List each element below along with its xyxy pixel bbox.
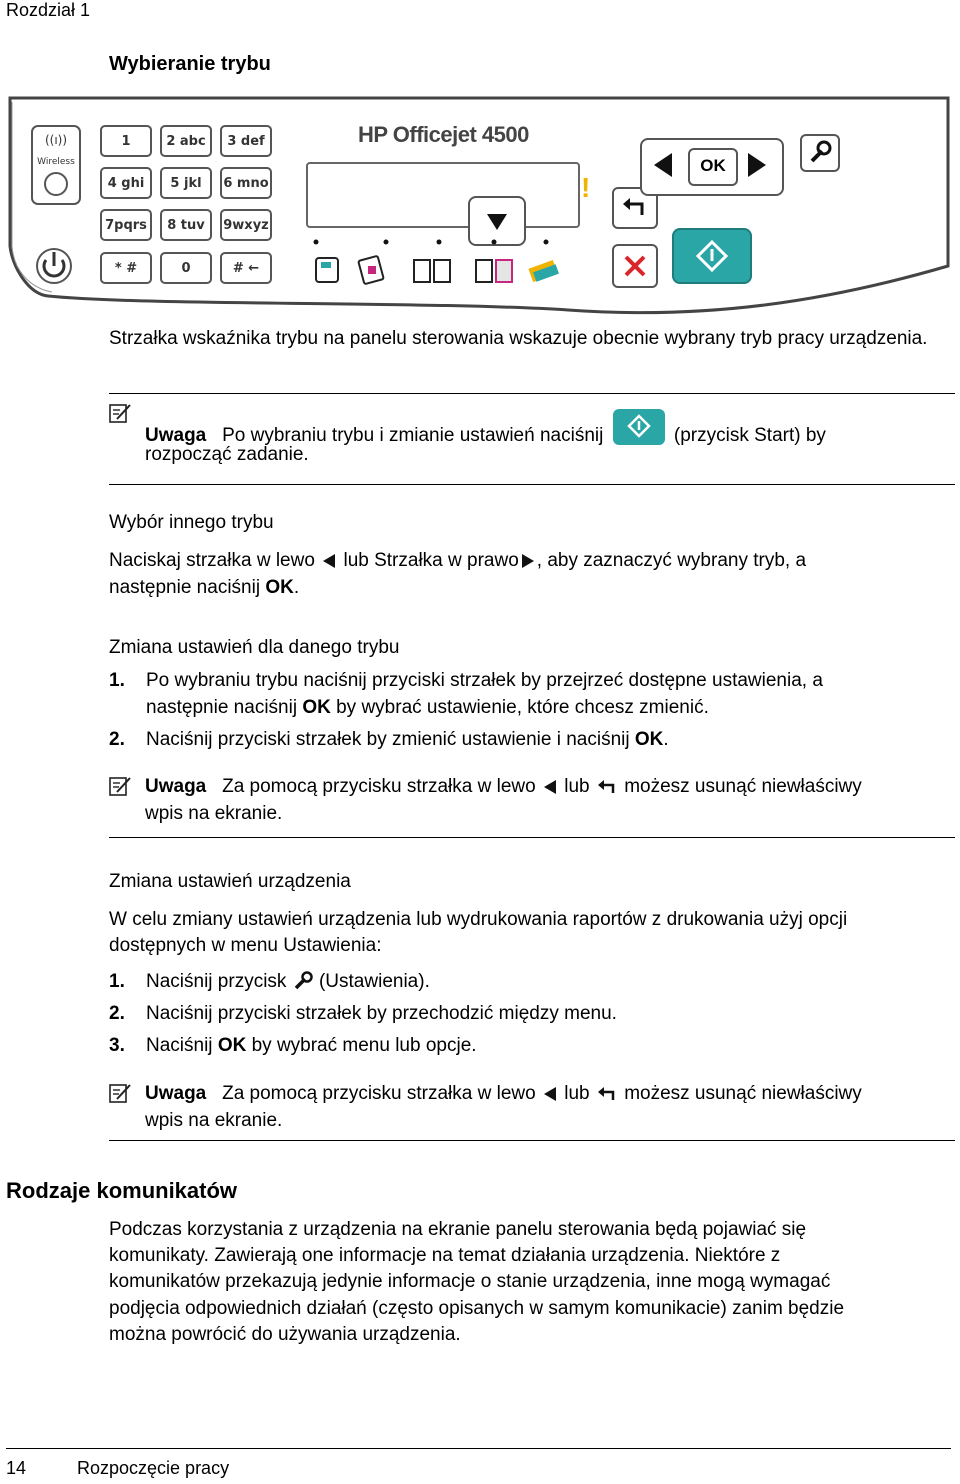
step-number: 2. — [109, 1003, 125, 1024]
note3-line2: wpis na ekranie. — [145, 1110, 283, 1131]
messages-title: Rodzaje komunikatów — [6, 1178, 238, 1203]
start-button[interactable] — [672, 228, 752, 284]
back-arrow-inline-icon — [595, 778, 619, 796]
cancel-button[interactable] — [612, 244, 658, 288]
chapter-header: Rozdział 1 — [6, 0, 91, 20]
change-step1-line1: Po wybraniu trybu naciśnij przyciski strzałek by przejrzeć dostępne ustawienia, a — [146, 670, 823, 691]
keypad-key-5[interactable]: 5 jkl — [160, 167, 212, 199]
change-settings-title: Zmiana ustawień dla danego trybu — [109, 637, 400, 658]
keypad-key-4[interactable]: 4 ghi — [100, 167, 152, 199]
left-arrow-icon — [648, 148, 678, 182]
messages-line: komunikaty. Zawierają one informacje na temat działania urządzenia. Niektóre z — [109, 1245, 781, 1266]
start-button-inline-icon — [613, 409, 665, 445]
right-arrow-button[interactable] — [742, 148, 772, 182]
messages-line: komunikatów przekazują jedynie informacje o stanie urządzenia, inne mogą wymagać — [109, 1271, 831, 1292]
fax-mode-icon — [316, 258, 338, 282]
start-diamond-icon — [674, 230, 750, 282]
photo-mode-icon — [528, 260, 559, 282]
copy-mode-icon — [414, 260, 450, 282]
keypad-key-8[interactable]: 8 tuv — [160, 209, 212, 241]
keypad-key-hash[interactable]: # ← — [220, 252, 272, 284]
footer-section: Rozpoczęcie pracy — [77, 1458, 230, 1478]
change-step2: Naciśnij przyciski strzałek by zmienić ustawienie i naciśnij OK. — [146, 729, 669, 750]
page-number: 14 — [6, 1458, 27, 1478]
section-title-mode-select: Wybieranie trybu — [109, 53, 271, 75]
keypad-key-0[interactable]: 0 — [160, 252, 212, 284]
note-rule-bottom — [109, 1140, 955, 1141]
note-label: Uwaga — [145, 425, 207, 446]
ok-button[interactable] — [688, 148, 738, 186]
keypad-key-star[interactable]: * # — [100, 252, 152, 284]
note-pencil-icon — [108, 1082, 132, 1104]
mode-arrow-paragraph: Strzałka wskaźnika trybu na panelu sterowania wskazuje obecnie wybrany tryb pracy urządzenia. — [109, 328, 928, 349]
keypad-key-9[interactable]: 9wxyz — [220, 209, 272, 241]
scan-mode-icon — [358, 256, 384, 284]
back-arrow-inline-icon — [595, 1085, 619, 1103]
wrench-icon — [802, 136, 838, 170]
device-step3: Naciśnij OK by wybrać menu lub opcje. — [146, 1035, 477, 1056]
device-intro-line2: dostępnych w menu Ustawienia: — [109, 935, 382, 956]
note-rule-bottom — [109, 837, 955, 838]
note-start-line2: rozpocząć zadanie. — [145, 444, 309, 465]
keypad-key-3[interactable]: 3 def — [220, 125, 272, 157]
messages-line: można powrócić do używania urządzenia. — [109, 1324, 461, 1345]
mode-icons-row — [306, 234, 576, 290]
device-settings-title: Zmiana ustawień urządzenia — [109, 871, 351, 892]
select-mode-title: Wybór innego trybu — [109, 512, 274, 533]
note-rule-top — [109, 393, 955, 394]
right-arrow-inline-icon — [519, 552, 537, 570]
keypad-key-1[interactable]: 1 — [100, 125, 152, 157]
cancel-x-icon — [614, 246, 656, 286]
left-arrow-inline-icon — [320, 552, 338, 570]
warning-icon: ! — [581, 172, 591, 203]
left-arrow-inline-icon — [541, 778, 559, 796]
device-step2: Naciśnij przyciski strzałek by przechodzić między menu. — [146, 1003, 617, 1024]
wrench-inline-icon — [292, 971, 314, 991]
step-number: 1. — [109, 971, 125, 992]
keypad-key-7[interactable]: 7pqrs — [100, 209, 152, 241]
right-arrow-icon — [742, 148, 772, 182]
select-mode-line1: Naciskaj strzałka w lewo lub Strzałka w prawo , aby zaznaczyć wybrany tryb, a — [109, 550, 807, 571]
step-number: 1. — [109, 670, 125, 691]
color-copy-mode-icon — [476, 260, 512, 282]
svg-text:((ı)): ((ı)) — [44, 133, 68, 147]
step-number: 2. — [109, 729, 125, 750]
display-screen — [306, 162, 580, 228]
step-number: 3. — [109, 1035, 125, 1056]
note-text: Po wybraniu trybu i zmianie ustawień naciśnij — [222, 425, 604, 446]
wireless-label: Wireless — [37, 157, 75, 167]
keypad-key-6[interactable]: 6 mno — [220, 167, 272, 199]
device-step1: Naciśnij przycisk (Ustawienia). — [146, 971, 430, 992]
left-arrow-button[interactable] — [648, 148, 678, 182]
brand-label: HP Officejet 4500 — [358, 122, 529, 147]
note3-line1: Uwaga Za pomocą przycisku strzałka w lewo lub możesz usunąć niewłaściwy — [145, 1083, 862, 1104]
left-arrow-inline-icon — [541, 1085, 559, 1103]
footer-rule — [6, 1448, 951, 1449]
change-step1-line2: następnie naciśnij OK by wybrać ustawienie, które chcesz zmienić. — [146, 697, 709, 718]
device-intro-line1: W celu zmiany ustawień urządzenia lub wydrukowania raportów z drukowania użyj opcji — [109, 909, 848, 930]
note2-line2: wpis na ekranie. — [145, 803, 283, 824]
note2-line1: Uwaga Za pomocą przycisku strzałka w lewo lub możesz usunąć niewłaściwy — [145, 776, 862, 797]
ok-label: OK — [700, 156, 726, 175]
select-mode-line2: następnie naciśnij OK. — [109, 577, 300, 598]
keypad-key-2[interactable]: 2 abc — [160, 125, 212, 157]
messages-line: Podczas korzystania z urządzenia na ekranie panelu sterowania będą pojawiać się — [109, 1219, 807, 1240]
note-text-after: (przycisk Start) by — [673, 425, 826, 446]
settings-button[interactable] — [800, 134, 840, 172]
messages-line: podjęcia odpowiednich działań (często opisanych w samym komunikacie) zanim będzie — [109, 1298, 845, 1319]
note-pencil-icon — [108, 402, 132, 424]
note-pencil-icon — [108, 775, 132, 797]
note-rule-bottom — [109, 484, 955, 485]
